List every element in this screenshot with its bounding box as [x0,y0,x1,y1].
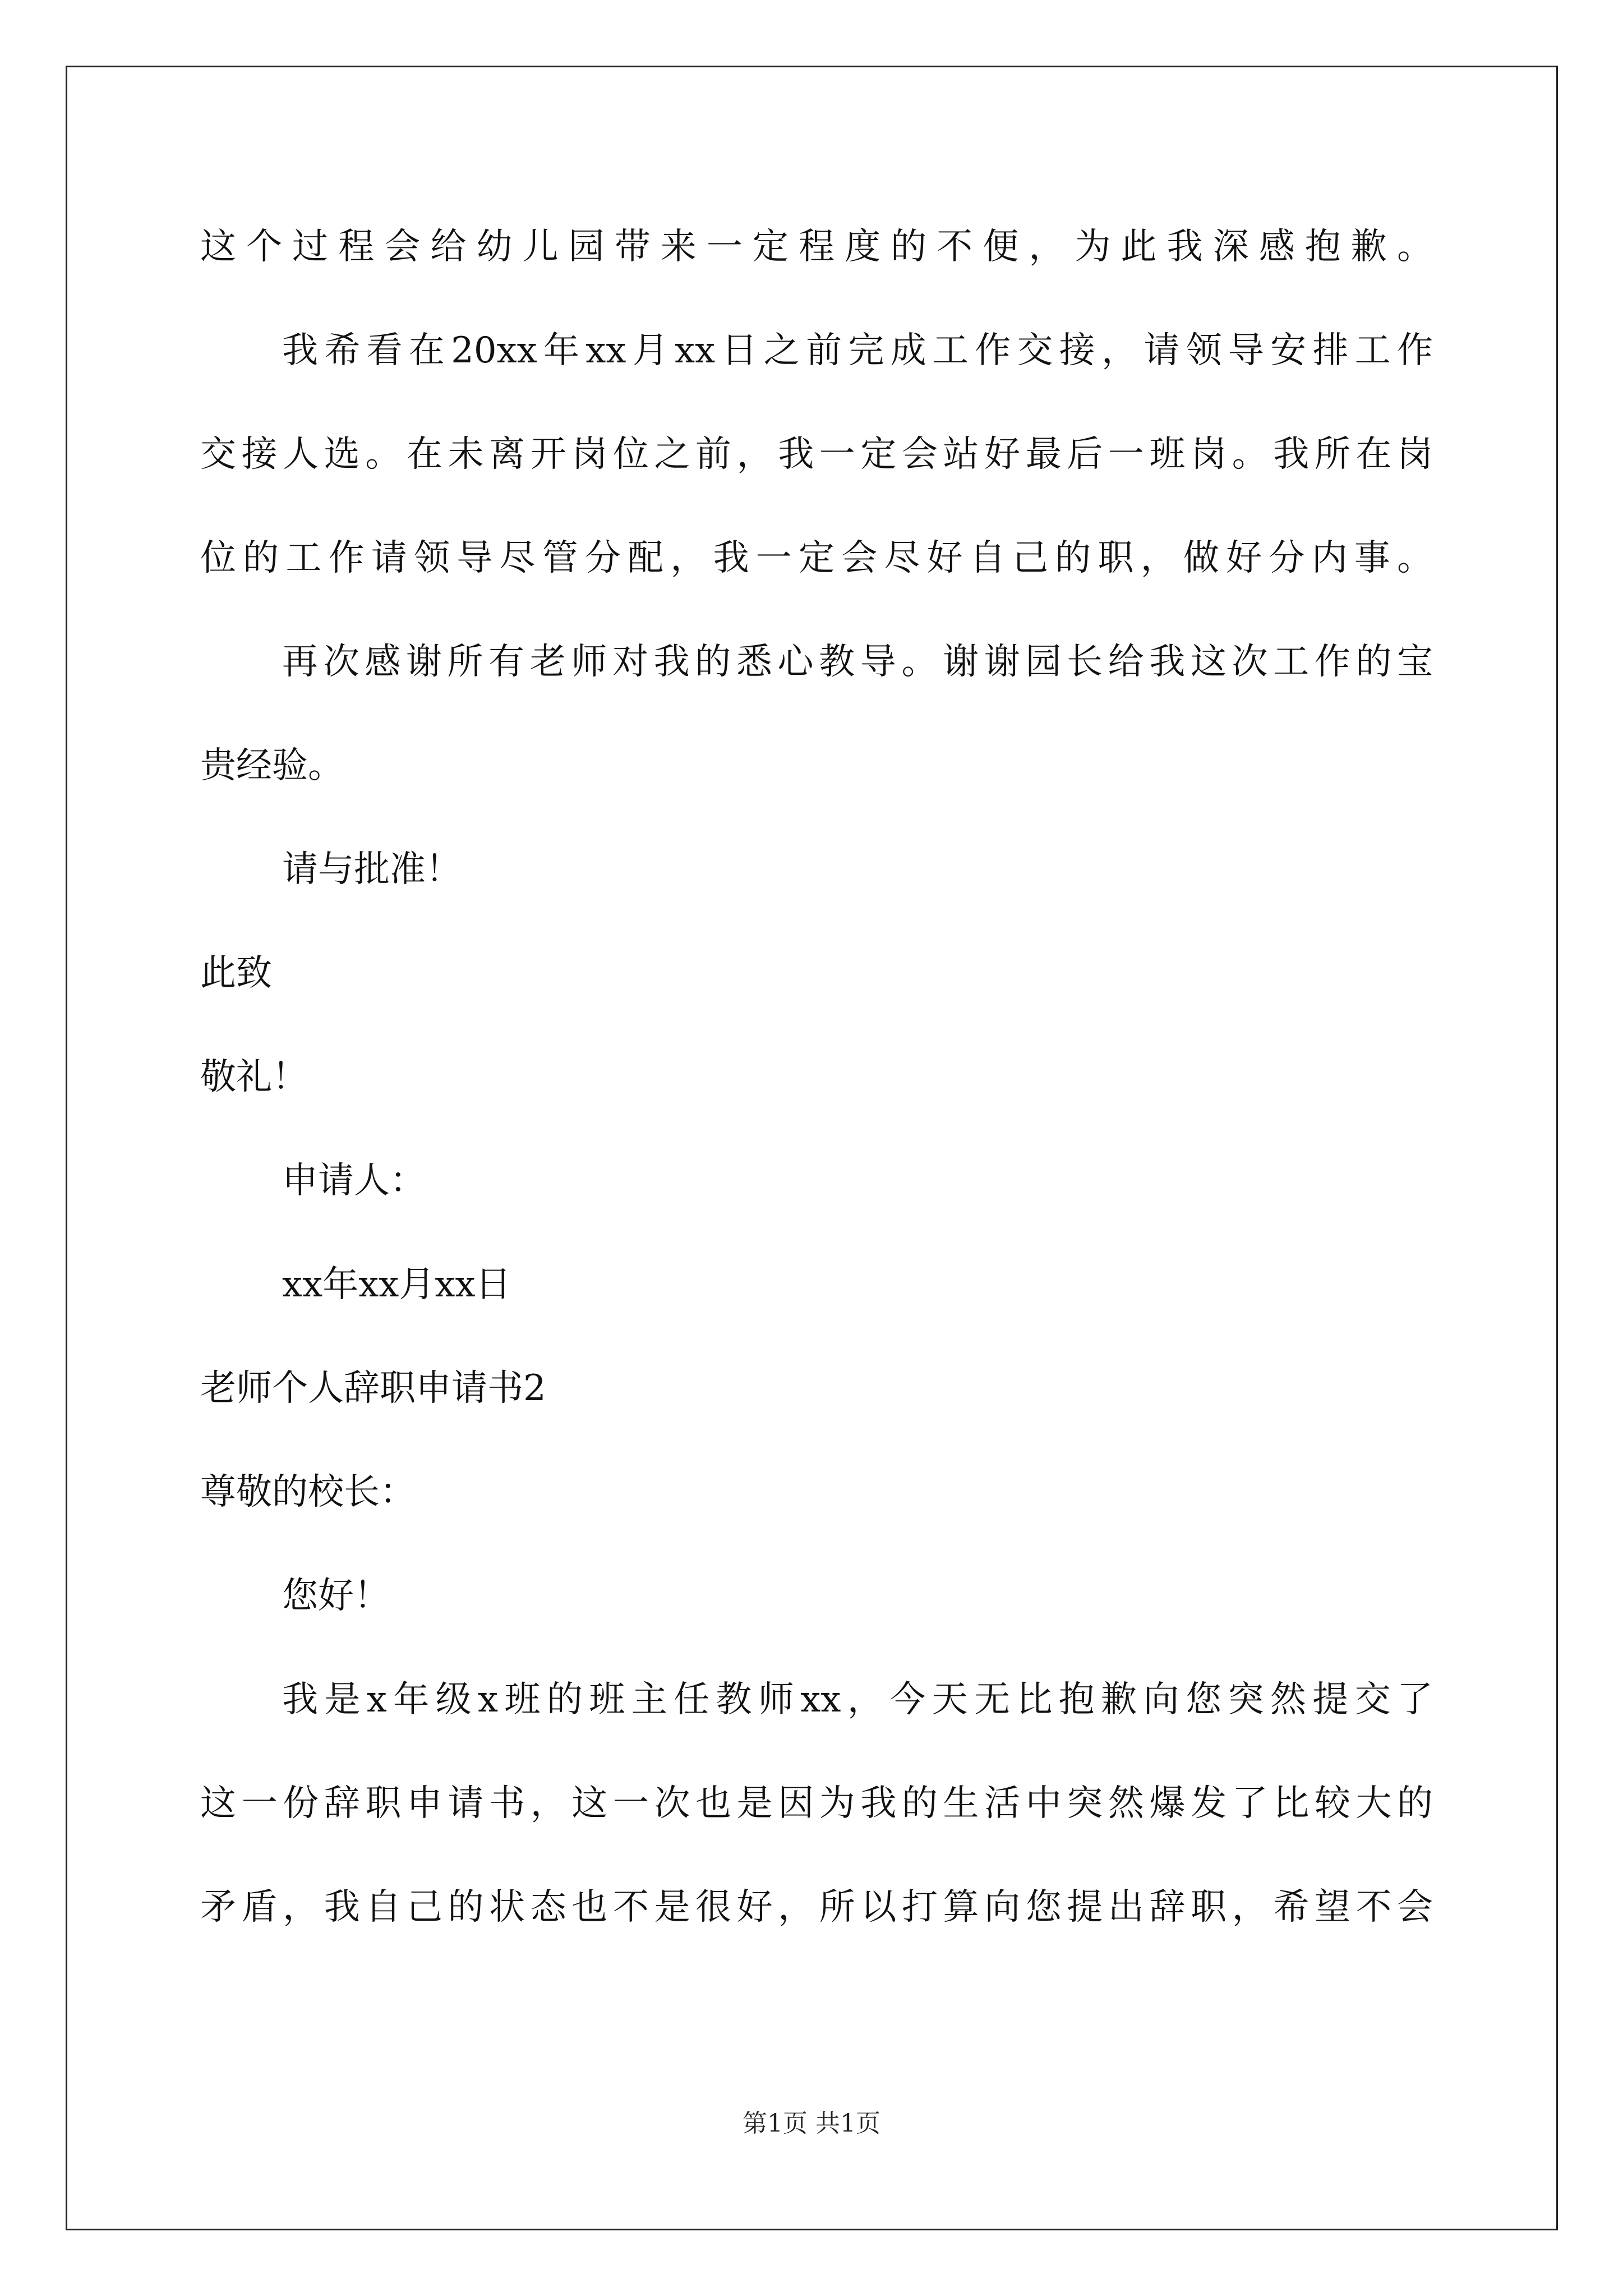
page-number-footer: 第1页 共1页 [743,2109,880,2138]
text-line: 请与批准！ [282,849,462,890]
text-line: 我是x年级x班的班主任教师xx，今天无比抱歉向您突然提交了 [282,1679,1433,1720]
text-line: 这个过程会给幼儿园带来一定程度的不便，为此我深感抱歉。 [200,226,1433,268]
section-title: 老师个人辞职申请书2 [200,1368,546,1409]
text-line: 这一份辞职申请书，这一次也是因为我的生活中突然爆发了比较大的 [200,1783,1433,1824]
closing-salutation: 此致 [200,953,272,994]
text-line: 我希看在20xx年xx月xx日之前完成工作交接，请领导安排工作 [282,330,1433,371]
text-line: 再次感谢所有老师对我的悉心教导。谢谢园长给我这次工作的宝 [282,641,1433,683]
text-line: 位的工作请领导尽管分配，我一定会尽好自己的职，做好分内事。 [200,537,1433,579]
text-line: 交接人选。在未离开岗位之前，我一定会站好最后一班岗。我所在岗 [200,434,1433,475]
applicant-label: 申请人： [282,1160,426,1202]
greeting-recipient: 尊敬的校长： [200,1471,416,1513]
date-line: xx年xx月xx日 [282,1264,511,1305]
greeting: 您好！ [282,1575,390,1617]
text-line: 贵经验。 [200,745,344,786]
text-line: 矛盾，我自己的状态也不是很好，所以打算向您提出辞职，希望不会 [200,1887,1433,1928]
closing-regards: 敬礼！ [200,1056,308,1098]
